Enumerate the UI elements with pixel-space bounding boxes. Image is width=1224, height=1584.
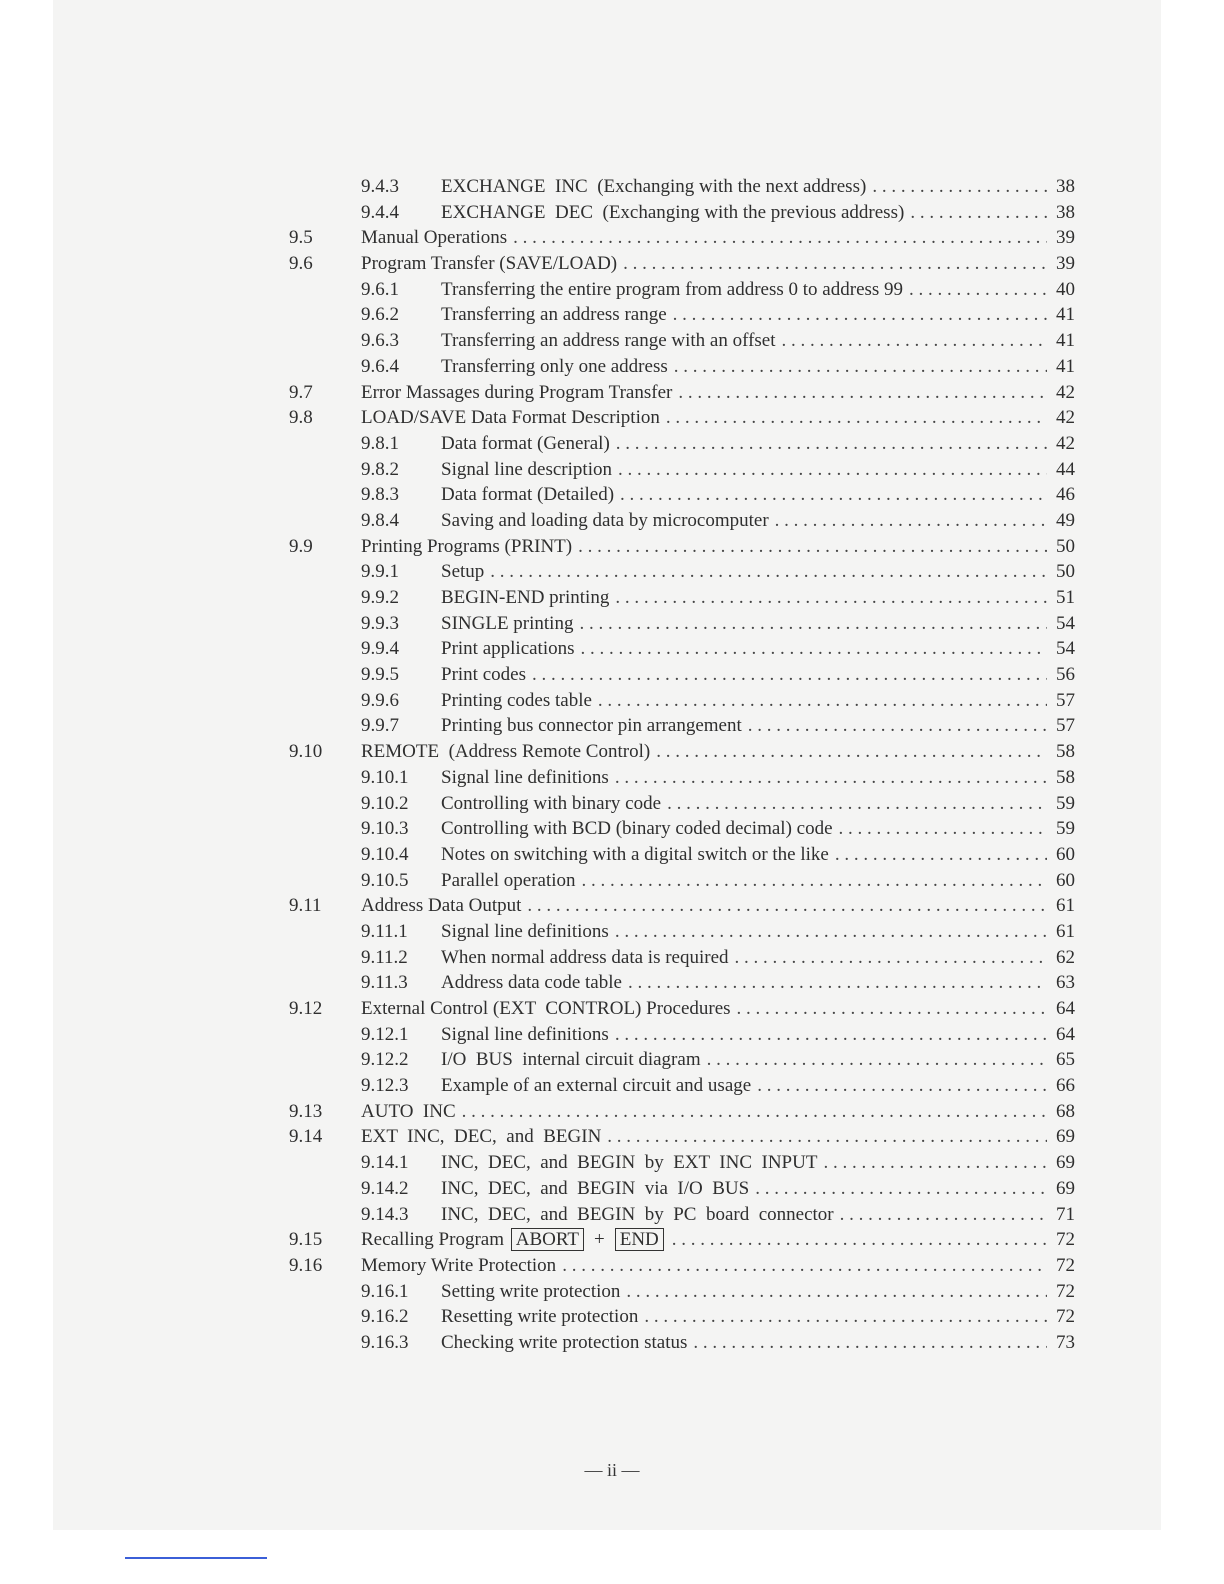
toc-entry-page: 66 [1056, 1075, 1075, 1097]
toc-entry-title [441, 356, 668, 378]
toc-entry-page: 60 [1056, 843, 1075, 865]
toc-entry-page: 72 [1056, 1254, 1075, 1276]
toc-entry [289, 613, 1075, 639]
toc-entry-title [441, 484, 614, 506]
toc-entry-number: 9.10.1 [361, 766, 409, 788]
toc-entry-number: 9.12.2 [361, 1049, 409, 1071]
toc-entry-title [441, 870, 576, 892]
toc-entry-title-text: INC, DEC, and BEGIN by EXT INC INPUT [441, 1152, 818, 1174]
toc-entry [289, 304, 1075, 330]
toc-entry-page: 71 [1056, 1203, 1075, 1225]
toc-entry-title-text: Print applications [441, 638, 575, 660]
toc-entry-page: 54 [1056, 612, 1075, 634]
toc-entry [289, 176, 1075, 202]
toc-entry-title [361, 227, 507, 249]
dot-leader [678, 382, 1047, 404]
toc-entry-title [441, 947, 729, 969]
dot-leader [693, 1332, 1047, 1354]
toc-entry-page: 64 [1056, 998, 1075, 1019]
toc-entry-title-text: I/O BUS internal circuit diagram [441, 1049, 701, 1071]
toc-entry [289, 1281, 1075, 1307]
dot-leader [673, 304, 1047, 326]
toc-entry-number: 9.16.2 [361, 1306, 409, 1328]
dot-leader [607, 1126, 1047, 1148]
toc-entry-title-text: Transferring only one address [441, 355, 668, 377]
toc-entry-title [361, 741, 650, 763]
toc-entry-number: 9.9.6 [361, 689, 399, 711]
toc-entry-number: 9.9 [289, 535, 313, 557]
toc-entry [289, 1332, 1075, 1358]
toc-entry-title [441, 1024, 609, 1046]
toc-entry-title [441, 921, 609, 943]
toc-entry-title-text: Controlling with BCD (binary coded decimal) code [441, 818, 833, 840]
toc-entry-title [361, 407, 660, 429]
toc-entry [289, 1024, 1075, 1050]
dot-leader [835, 844, 1047, 866]
toc-entry-title-text: BEGIN-END printing [441, 587, 610, 608]
toc-entry-title-text: Transferring the entire program from address 0 to address 99 [441, 278, 904, 300]
toc-entry-title [441, 715, 742, 737]
toc-entry-title [441, 176, 866, 198]
toc-entry [289, 1255, 1075, 1281]
toc-entry [289, 330, 1075, 356]
toc-entry-page: 42 [1056, 407, 1075, 429]
toc-entry-number: 9.16 [289, 1254, 323, 1276]
toc-entry [289, 279, 1075, 305]
toc-entry-page: 61 [1056, 920, 1075, 942]
toc-entry-number: 9.12 [289, 998, 323, 1019]
toc-entry-title-text: Manual Operations [361, 227, 508, 249]
toc-entry-title [361, 998, 731, 1020]
toc-entry-page: 60 [1056, 869, 1075, 891]
dot-leader [628, 972, 1047, 994]
toc-entry-title [441, 1152, 817, 1174]
toc-entry-page: 42 [1056, 381, 1075, 403]
toc-entry-number: 9.8.3 [361, 484, 399, 506]
toc-entry-title-text: EXCHANGE DEC (Exchanging with the previous address) [441, 201, 905, 223]
toc-entry-page: 65 [1056, 1049, 1075, 1071]
toc-entry [289, 664, 1075, 690]
toc-entry-title [441, 793, 661, 815]
dot-leader [735, 947, 1047, 969]
toc-entry-title [441, 561, 484, 583]
toc-entry-number: 9.12.1 [361, 1023, 409, 1045]
toc-entry-title [441, 433, 610, 455]
toc-entry-number: 9.10.3 [361, 818, 409, 840]
toc-entry [289, 227, 1075, 253]
toc-entry-page: 63 [1056, 972, 1075, 994]
toc-entry [289, 1229, 1075, 1255]
toc-entry-title [441, 972, 622, 994]
toc-entry-title [441, 638, 575, 660]
toc-entry-page: 59 [1056, 818, 1075, 840]
toc-entry-number: 9.8.4 [361, 509, 399, 531]
dot-leader [737, 998, 1047, 1020]
toc-entry-title-text: AUTO INC [361, 1100, 456, 1122]
toc-entry-page: 44 [1056, 458, 1075, 480]
toc-entry [289, 638, 1075, 664]
toc-entry-number: 9.8 [289, 407, 313, 429]
toc-entry-number: 9.4.3 [361, 176, 399, 197]
toc-entry-page: 38 [1056, 201, 1075, 223]
dot-leader [532, 664, 1047, 686]
toc-entry-page: 64 [1056, 1023, 1075, 1045]
toc-entry [289, 202, 1075, 228]
toc-entry-page: 72 [1056, 1229, 1075, 1251]
dot-leader [757, 1075, 1047, 1097]
toc-entry [289, 741, 1075, 767]
toc-entry-title-text: SINGLE printing [441, 612, 574, 634]
toc-entry-title [361, 895, 521, 917]
toc-entry-number: 9.11.2 [361, 946, 408, 968]
toc-entry-number: 9.6.1 [361, 278, 399, 300]
dot-leader [562, 1255, 1047, 1277]
toc-entry-title-text: Recalling Program [361, 1229, 504, 1251]
dot-leader [615, 587, 1047, 609]
toc-entry-number: 9.11 [289, 895, 322, 917]
toc-entry-title [441, 510, 769, 532]
toc-entry [289, 998, 1075, 1024]
dot-leader [490, 561, 1047, 583]
toc-entry-title [441, 459, 612, 481]
toc-entry [289, 818, 1075, 844]
toc-entry-page: 73 [1056, 1331, 1075, 1353]
toc-entry-title [441, 304, 667, 326]
toc-entry-page: 40 [1056, 278, 1075, 300]
toc-entry-number: 9.9.7 [361, 715, 399, 737]
dot-leader [513, 227, 1047, 249]
toc-entry-title [441, 1306, 638, 1328]
toc-entry [289, 1152, 1075, 1178]
toc-entry-number: 9.6.3 [361, 330, 399, 352]
toc-entry-title [361, 253, 617, 275]
toc-entry-title-text: INC, DEC, and BEGIN via I/O BUS [441, 1177, 750, 1199]
toc-entry [289, 895, 1075, 921]
toc-entry-page: 58 [1056, 741, 1075, 763]
toc-entry-title-text: REMOTE (Address Remote Control) [361, 741, 651, 763]
toc-entry-title-text: Controlling with binary code [441, 792, 662, 814]
toc-entry [289, 433, 1075, 459]
toc-entry-number: 9.14.2 [361, 1177, 409, 1199]
toc-entry-title-text: Error Massages during Program Transfer [361, 381, 673, 403]
toc-entry-number: 9.10.5 [361, 869, 409, 891]
toc-entry-title [441, 664, 526, 686]
toc-entry-page: 49 [1056, 509, 1075, 531]
toc-entry [289, 921, 1075, 947]
toc-entry-number: 9.14.1 [361, 1152, 409, 1174]
toc-entry-page: 54 [1056, 638, 1075, 660]
dot-leader [672, 1229, 1047, 1251]
toc-entry-number: 9.9.1 [361, 561, 399, 583]
toc-entry [289, 844, 1075, 870]
toc-entry-title [441, 690, 592, 712]
toc-entry [289, 561, 1075, 587]
toc-entry-title-text: Transferring an address range with an offset [441, 330, 776, 352]
dot-leader [667, 793, 1047, 815]
toc-entry-title-text: Signal line definitions [441, 766, 609, 788]
toc-entry-page: 41 [1056, 330, 1075, 352]
toc-entry-page: 46 [1056, 484, 1075, 506]
dot-leader [644, 1306, 1047, 1328]
toc-entry-title-text: Data format (General) [441, 432, 610, 454]
toc-entry-page: 72 [1056, 1280, 1075, 1302]
toc-entry-page: 69 [1056, 1177, 1075, 1199]
toc-entry [289, 1075, 1075, 1101]
dot-leader [872, 176, 1047, 198]
dot-leader [909, 279, 1047, 301]
table-of-contents [289, 176, 1075, 1358]
toc-entry-page: 57 [1056, 715, 1075, 737]
toc-entry-title [361, 536, 572, 558]
toc-entry-title [361, 1255, 556, 1277]
toc-entry-title [441, 1281, 620, 1303]
toc-entry-page: 68 [1056, 1100, 1075, 1122]
toc-entry-number: 9.15 [289, 1229, 323, 1251]
dot-leader [839, 818, 1047, 840]
toc-entry-title-text: Parallel operation [441, 869, 576, 891]
toc-entry-title-text: Printing bus connector pin arrangement [441, 715, 742, 737]
toc-entry [289, 1204, 1075, 1230]
toc-entry-title-text: Setup [441, 561, 485, 583]
toc-entry [289, 793, 1075, 819]
toc-entry [289, 382, 1075, 408]
toc-entry [289, 1049, 1075, 1075]
toc-entry-title [441, 330, 776, 352]
toc-entry-number: 9.7 [289, 381, 313, 403]
toc-entry-page: 72 [1056, 1306, 1075, 1328]
toc-entry-number: 9.11.3 [361, 972, 408, 994]
toc-entry-title [361, 1229, 666, 1251]
toc-entry [289, 1178, 1075, 1204]
dot-leader [615, 921, 1047, 943]
toc-entry-title-text: Printing Programs (PRINT) [361, 535, 573, 557]
toc-entry-number: 9.4.4 [361, 201, 399, 223]
toc-entry-title-text: Resetting write protection [441, 1306, 639, 1328]
toc-entry-title-text: Checking write protection status [441, 1331, 688, 1353]
toc-entry-number: 9.16.3 [361, 1331, 409, 1353]
dot-leader [462, 1101, 1047, 1123]
toc-entry-title [441, 1204, 834, 1226]
toc-entry-title-text: Example of an external circuit and usage [441, 1075, 752, 1097]
dot-leader [598, 690, 1047, 712]
toc-entry-number: 9.8.1 [361, 432, 399, 454]
end-key-label: END [615, 1228, 664, 1251]
dot-leader [623, 253, 1047, 275]
toc-entry-page: 57 [1056, 689, 1075, 711]
page-number: — ii — [584, 1460, 640, 1480]
toc-entry-page: 69 [1056, 1152, 1075, 1174]
abort-key-label: ABORT [511, 1228, 584, 1251]
dot-leader [748, 715, 1047, 737]
toc-entry-number: 9.16.1 [361, 1280, 409, 1302]
toc-entry-number: 9.6 [289, 253, 313, 275]
toc-entry-page: 56 [1056, 664, 1075, 686]
toc-entry [289, 587, 1075, 613]
toc-entry [289, 536, 1075, 562]
toc-entry-title-text: Setting write protection [441, 1280, 621, 1302]
toc-entry-page: 69 [1056, 1126, 1075, 1148]
toc-entry-title [441, 1075, 751, 1097]
toc-entry-title-text: LOAD/SAVE Data Format Description [361, 407, 660, 429]
toc-entry [289, 407, 1075, 433]
dot-leader [666, 407, 1047, 429]
toc-entry-number: 9.10.4 [361, 843, 409, 865]
toc-entry-title [441, 818, 833, 840]
dot-leader [581, 638, 1047, 660]
toc-entry-number: 9.5 [289, 227, 313, 249]
dot-leader [527, 895, 1047, 917]
toc-entry-number: 9.9.3 [361, 612, 399, 634]
dot-leader [775, 510, 1047, 532]
toc-entry-title-text: Signal line definitions [441, 1023, 609, 1045]
toc-entry-title-text: Address Data Output [361, 895, 522, 917]
toc-entry-number: 9.11.1 [361, 920, 408, 942]
toc-entry-number: 9.10 [289, 741, 323, 763]
dot-leader [615, 1024, 1047, 1046]
toc-entry-page: 58 [1056, 766, 1075, 788]
toc-entry [289, 690, 1075, 716]
toc-entry [289, 1126, 1075, 1152]
toc-entry-number: 9.14.3 [361, 1203, 409, 1225]
toc-entry-title-text: EXCHANGE INC (Exchanging with the next address) [441, 176, 867, 197]
toc-entry-title [441, 1049, 701, 1071]
dot-leader [615, 767, 1047, 789]
toc-entry-number: 9.9.5 [361, 664, 399, 686]
dot-leader [579, 613, 1047, 635]
toc-entry-page: 51 [1056, 587, 1075, 608]
toc-entry [289, 972, 1075, 998]
toc-entry [289, 870, 1075, 896]
toc-entry [289, 1101, 1075, 1127]
toc-entry [289, 356, 1075, 382]
toc-entry-title-text: INC, DEC, and BEGIN by PC board connector [441, 1203, 834, 1225]
toc-entry-page: 62 [1056, 946, 1075, 968]
toc-entry-title [441, 844, 829, 866]
toc-entry-title [441, 279, 903, 301]
toc-entry-title-text: EXT INC, DEC, and BEGIN [361, 1126, 602, 1148]
dot-leader [620, 484, 1047, 506]
toc-entry-title-text: Saving and loading data by microcomputer [441, 509, 769, 531]
toc-entry-page: 61 [1056, 895, 1075, 917]
dot-leader [782, 330, 1047, 352]
dot-leader [616, 433, 1047, 455]
toc-entry-page: 50 [1056, 561, 1075, 583]
toc-entry [289, 253, 1075, 279]
toc-entry-title [361, 382, 672, 404]
toc-entry-title-text: Printing codes table [441, 689, 592, 711]
plus-sign: + [594, 1229, 605, 1251]
dot-leader [674, 356, 1047, 378]
toc-entry [289, 484, 1075, 510]
toc-entry [289, 767, 1075, 793]
toc-entry-title [361, 1126, 601, 1148]
toc-entry-page: 50 [1056, 535, 1075, 557]
dot-leader [910, 202, 1047, 224]
toc-entry-title-text: When normal address data is required [441, 946, 729, 968]
toc-entry-page: 41 [1056, 304, 1075, 326]
toc-entry-number: 9.14 [289, 1126, 323, 1148]
dot-leader [823, 1152, 1047, 1174]
toc-entry [289, 947, 1075, 973]
toc-entry-title [441, 202, 904, 224]
toc-entry-number: 9.9.4 [361, 638, 399, 660]
toc-entry-number: 9.12.3 [361, 1075, 409, 1097]
toc-entry-title-text: Signal line description [441, 458, 612, 480]
toc-entry [289, 459, 1075, 485]
toc-entry-title-text: Program Transfer (SAVE/LOAD) [361, 253, 618, 275]
toc-entry-title [361, 1101, 456, 1123]
toc-entry-title [441, 1332, 687, 1354]
toc-entry-title [441, 613, 573, 635]
toc-entry-title-text: Transferring an address range [441, 304, 667, 326]
toc-entry-page: 38 [1056, 176, 1075, 197]
toc-entry-page: 42 [1056, 432, 1075, 454]
dot-leader [582, 870, 1047, 892]
toc-entry-page: 39 [1056, 253, 1075, 275]
toc-entry-page: 39 [1056, 227, 1075, 249]
toc-entry-number: 9.13 [289, 1100, 323, 1122]
toc-entry-page: 59 [1056, 792, 1075, 814]
toc-entry-title-text: Notes on switching with a digital switch or the like [441, 843, 829, 865]
toc-entry-page: 41 [1056, 355, 1075, 377]
dot-leader [656, 741, 1047, 763]
toc-entry-title-text: Data format (Detailed) [441, 484, 615, 506]
toc-entry [289, 510, 1075, 536]
dot-leader [755, 1178, 1047, 1200]
dot-leader [840, 1204, 1047, 1226]
link-underline [125, 1557, 267, 1559]
toc-entry-title-text: Address data code table [441, 972, 622, 994]
toc-entry-number: 9.8.2 [361, 458, 399, 480]
dot-leader [707, 1049, 1047, 1071]
toc-entry-number: 9.6.2 [361, 304, 399, 326]
toc-entry-title-text: Memory Write Protection [361, 1254, 557, 1276]
toc-entry-title [441, 767, 609, 789]
toc-entry-title-text: External Control (EXT CONTROL) Procedures [361, 998, 731, 1019]
toc-entry-title [441, 1178, 749, 1200]
toc-entry-title-text: Signal line definitions [441, 920, 609, 942]
toc-entry-number: 9.10.2 [361, 792, 409, 814]
toc-entry-title [441, 587, 609, 609]
toc-entry-title-text: Print codes [441, 664, 526, 686]
document-page [53, 0, 1161, 1530]
dot-leader [618, 459, 1047, 481]
toc-entry-number: 9.9.2 [361, 587, 399, 608]
dot-leader [626, 1281, 1047, 1303]
toc-entry-number: 9.6.4 [361, 355, 399, 377]
toc-entry [289, 1306, 1075, 1332]
toc-entry [289, 715, 1075, 741]
dot-leader [578, 536, 1047, 558]
